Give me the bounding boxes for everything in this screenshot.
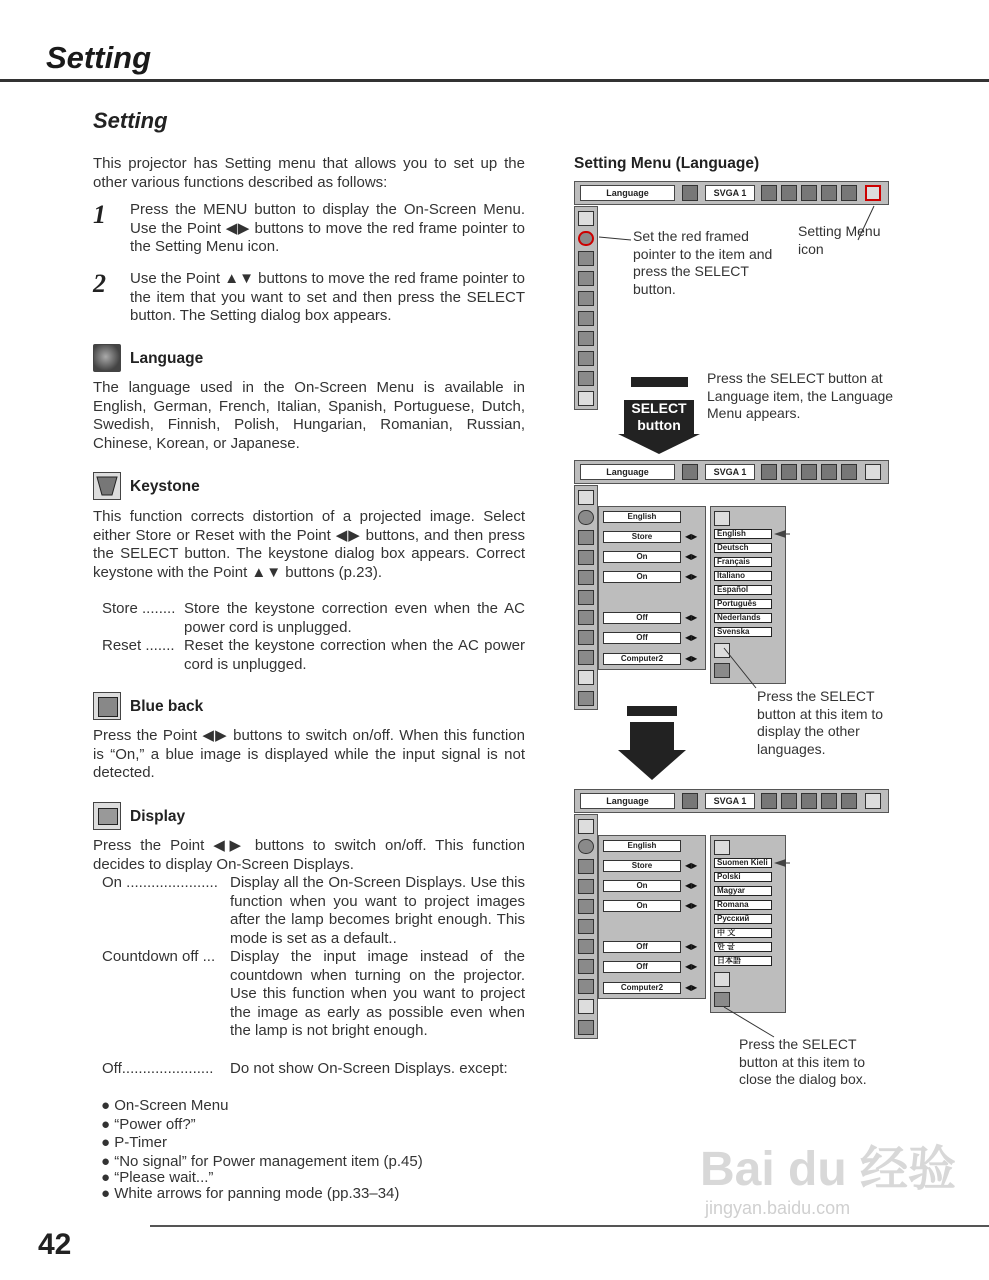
language-option[interactable]: Svenska	[714, 627, 772, 637]
keystone-heading: Keystone	[130, 478, 200, 495]
pointer-lines	[710, 855, 790, 1045]
menu-language-field: Language	[580, 464, 675, 480]
select-label-2: button	[637, 417, 681, 433]
note-other-languages: Press the SELECT button at this item to display the other languages.	[757, 688, 884, 757]
pointer-lines	[710, 526, 790, 696]
down-arrow-icon	[578, 391, 594, 406]
option-computer2: Computer2	[603, 982, 681, 994]
menu-item-icon	[578, 919, 594, 934]
bullet-item: ● “Power off?”	[101, 1116, 196, 1133]
arrow-bar	[627, 706, 677, 716]
blue-back-heading: Blue back	[130, 698, 204, 715]
menu-icon	[841, 793, 857, 809]
menu-sidebar-2	[574, 485, 598, 710]
off-term: Off......................	[102, 1060, 214, 1077]
keystone-icon	[93, 472, 121, 500]
menu-item-icon	[578, 939, 594, 954]
blue-back-icon	[93, 692, 121, 720]
exit-icon	[578, 691, 594, 706]
reset-desc: Reset the keystone correction when the AC power cord is unplugged.	[184, 637, 525, 673]
setting-menu-icon	[865, 793, 881, 809]
display-heading: Display	[130, 808, 186, 825]
language-option[interactable]: Español	[714, 585, 772, 595]
menu-icon	[682, 185, 698, 201]
option-off: Off	[603, 612, 681, 624]
language-option[interactable]: Polski	[714, 872, 772, 882]
arrows-icon: ◀▶	[685, 532, 698, 541]
menu-sidebar-3	[574, 814, 598, 1039]
language-option[interactable]: Suomen Kieli	[714, 858, 772, 868]
option-blueback: On	[603, 880, 681, 892]
store-term: Store ........	[102, 600, 176, 617]
globe-icon	[578, 231, 594, 246]
menu-icon	[801, 464, 817, 480]
note-setting-icon: Setting Menu icon	[798, 223, 881, 257]
arrows-icon: ◀▶	[685, 861, 698, 870]
arrows-icon: ◀▶	[685, 613, 698, 622]
menu-icon	[821, 793, 837, 809]
bullet-item: ● “No signal” for Power management item (p.45)	[101, 1153, 423, 1170]
menu-item-icon	[578, 959, 594, 974]
menu-item-icon	[578, 550, 594, 565]
menu-svga-field: SVGA 1	[705, 793, 755, 809]
note-pointer: Set the red framed pointer to the item and press the SELECT button.	[633, 228, 773, 297]
bullet-item: ● P-Timer	[101, 1134, 167, 1151]
menu-item-icon	[578, 331, 594, 346]
store-desc: Store the keystone correction even when the AC power cord is unplugged.	[184, 600, 525, 636]
step-2-number: 2	[93, 269, 106, 298]
setting-menu-icon	[865, 464, 881, 480]
display-icon	[93, 802, 121, 830]
language-option[interactable]: Italiano	[714, 571, 772, 581]
option-language: English	[603, 840, 681, 852]
up-arrow-icon	[714, 840, 730, 855]
keystone-text: This function corrects distortion of a projected image. Select either Store or Reset with the Point ◀▶ buttons, and then press the SELECT button. The keystone dialog box appears. Correct keystone with the Point ▲▼ buttons (p.23).	[93, 508, 525, 581]
menu-bar-2	[574, 460, 889, 484]
options-panel-3	[598, 835, 706, 999]
menu-icon	[781, 185, 797, 201]
keystone-icon	[578, 859, 594, 874]
reset-term: Reset .......	[102, 637, 175, 654]
option-display: On	[603, 900, 681, 912]
globe-icon	[578, 839, 594, 854]
language-option[interactable]: Deutsch	[714, 543, 772, 553]
menu-icon	[781, 464, 797, 480]
option-off: Off	[603, 941, 681, 953]
down-arrow-icon	[618, 434, 700, 454]
section-title: Setting	[93, 108, 168, 133]
menu-icon	[781, 793, 797, 809]
watermark-brand: Bai du 经验	[700, 1143, 957, 1196]
language-option[interactable]: Romana	[714, 900, 772, 910]
up-arrow-icon	[578, 211, 594, 226]
menu-item-icon	[578, 351, 594, 366]
header-rule	[0, 79, 989, 82]
step-1-number: 1	[93, 200, 106, 229]
keystone-icon	[578, 530, 594, 545]
menu-item-icon	[578, 570, 594, 585]
off-desc: Do not show On-Screen Displays. except:	[230, 1060, 508, 1077]
menu-icon	[841, 464, 857, 480]
menu-item-icon	[578, 271, 594, 286]
menu-bar-3	[574, 789, 889, 813]
menu-item-icon	[578, 291, 594, 306]
step-2-text: Use the Point ▲▼ buttons to move the red frame pointer to the item that you want to set and then press the SELECT button. The Setting dialog box appears.	[130, 270, 525, 325]
menu-icon	[801, 793, 817, 809]
menu-language-field: Language	[580, 185, 675, 201]
right-heading: Setting Menu (Language)	[574, 155, 760, 172]
globe-icon	[93, 344, 121, 372]
menu-icon	[821, 185, 837, 201]
display-text: Press the Point ◀▶ buttons to switch on/off. This function decides to display On-Screen Displays.	[93, 837, 525, 873]
menu-icon	[821, 464, 837, 480]
display-on-def	[102, 874, 525, 950]
language-option[interactable]: 中 文	[714, 928, 772, 938]
menu-item-icon	[578, 630, 594, 645]
bullet-item: ● “Please wait...”	[101, 1169, 214, 1186]
language-option[interactable]: Français	[714, 557, 772, 567]
arrows-icon: ◀▶	[685, 633, 698, 642]
option-language: English	[603, 511, 681, 523]
footer-rule	[150, 1225, 989, 1227]
note-select-language: Press the SELECT button at Language item, the Language Menu appears.	[707, 370, 894, 422]
arrows-icon: ◀▶	[685, 572, 698, 581]
arrows-icon: ◀▶	[685, 983, 698, 992]
language-option[interactable]: Português	[714, 599, 772, 609]
arrows-icon: ◀▶	[685, 901, 698, 910]
note-close-dialog: Press the SELECT button at this item to close the dialog box.	[739, 1036, 867, 1088]
menu-item-icon	[578, 311, 594, 326]
down-arrow-icon	[618, 722, 686, 780]
menu-icon	[761, 793, 777, 809]
option-keystone: Store	[603, 860, 681, 872]
arrows-icon: ◀▶	[685, 962, 698, 971]
menu-item-icon	[578, 590, 594, 605]
bullet-item: ● White arrows for panning mode (pp.33–34)	[101, 1185, 400, 1202]
step-1-text: Press the MENU button to display the On-Screen Menu. Use the Point ◀▶ buttons to move the red frame pointer to the Setting Menu icon.	[130, 201, 525, 256]
menu-language-field: Language	[580, 793, 675, 809]
bullet-item: ● On-Screen Menu	[101, 1097, 229, 1114]
menu-icon	[682, 793, 698, 809]
option-off: Off	[603, 961, 681, 973]
menu-item-icon	[578, 371, 594, 386]
on-desc: Display all the On-Screen Displays. Use this function when you want to project images after the lamp becomes bright enough. This mode is set as a default..	[230, 874, 525, 947]
select-label-1: SELECT	[631, 400, 687, 416]
language-heading: Language	[130, 350, 204, 367]
menu-item-icon	[578, 979, 594, 994]
down-arrow-icon	[578, 670, 594, 685]
up-arrow-icon	[714, 511, 730, 526]
menu-item-icon	[578, 899, 594, 914]
keystone-store-def	[102, 600, 525, 638]
menu-item-icon	[578, 610, 594, 625]
menu-svga-field: SVGA 1	[705, 464, 755, 480]
arrows-icon: ◀▶	[685, 942, 698, 951]
watermark-url: jingyan.baidu.com	[705, 1198, 851, 1218]
options-panel-2	[598, 506, 706, 670]
option-keystone: Store	[603, 531, 681, 543]
arrows-icon: ◀▶	[685, 654, 698, 663]
up-arrow-icon	[578, 819, 594, 834]
keystone-reset-def	[102, 637, 525, 675]
menu-svga-field: SVGA 1	[705, 185, 755, 201]
arrows-icon: ◀▶	[685, 881, 698, 890]
blue-back-text: Press the Point ◀▶ buttons to switch on/off. When this function is “On,” a blue image is displayed while the input signal is not detected.	[93, 727, 525, 782]
language-option[interactable]: 한 글	[714, 942, 772, 952]
option-display: On	[603, 571, 681, 583]
display-off-def	[102, 1060, 525, 1098]
language-option[interactable]: English	[714, 529, 772, 539]
menu-item-icon	[578, 650, 594, 665]
menu-icon	[761, 464, 777, 480]
menu-icon	[841, 185, 857, 201]
countdown-term: Countdown off ...	[102, 948, 216, 965]
globe-icon	[578, 510, 594, 525]
language-option[interactable]: Magyar	[714, 886, 772, 896]
language-option[interactable]: 日本語	[714, 956, 772, 966]
option-off: Off	[603, 632, 681, 644]
display-countdown-def	[102, 948, 525, 1060]
countdown-desc: Display the input image instead of the countdown when turning on the projector. Use this function when you want to project the image as early as possible even when the lamp is not bright enough.	[230, 948, 525, 1040]
keystone-icon	[578, 251, 594, 266]
menu-icon	[761, 185, 777, 201]
setting-menu-icon	[865, 185, 881, 201]
language-option[interactable]: Nederlands	[714, 613, 772, 623]
option-computer2: Computer2	[603, 653, 681, 665]
page-number: 42	[38, 1228, 72, 1261]
menu-icon	[801, 185, 817, 201]
page-header-title: Setting	[46, 40, 152, 75]
down-arrow-icon	[578, 999, 594, 1014]
language-option[interactable]: Русский	[714, 914, 772, 924]
arrow-bar	[631, 377, 688, 387]
option-blueback: On	[603, 551, 681, 563]
on-term: On ......................	[102, 874, 218, 891]
exit-icon	[578, 1020, 594, 1035]
menu-item-icon	[578, 879, 594, 894]
intro-text: This projector has Setting menu that allows you to set up the other various functions described as follows:	[93, 155, 525, 191]
select-button-label	[624, 400, 694, 434]
menu-icon	[682, 464, 698, 480]
arrows-icon: ◀▶	[685, 552, 698, 561]
up-arrow-icon	[578, 490, 594, 505]
language-text: The language used in the On-Screen Menu is available in English, German, French, Italian, Spanish, Portuguese, Dutch, Swedish, Finnish, Polish, Hungarian, Romanian, Russian, Chinese, Korean, or Japanese.	[93, 379, 525, 452]
